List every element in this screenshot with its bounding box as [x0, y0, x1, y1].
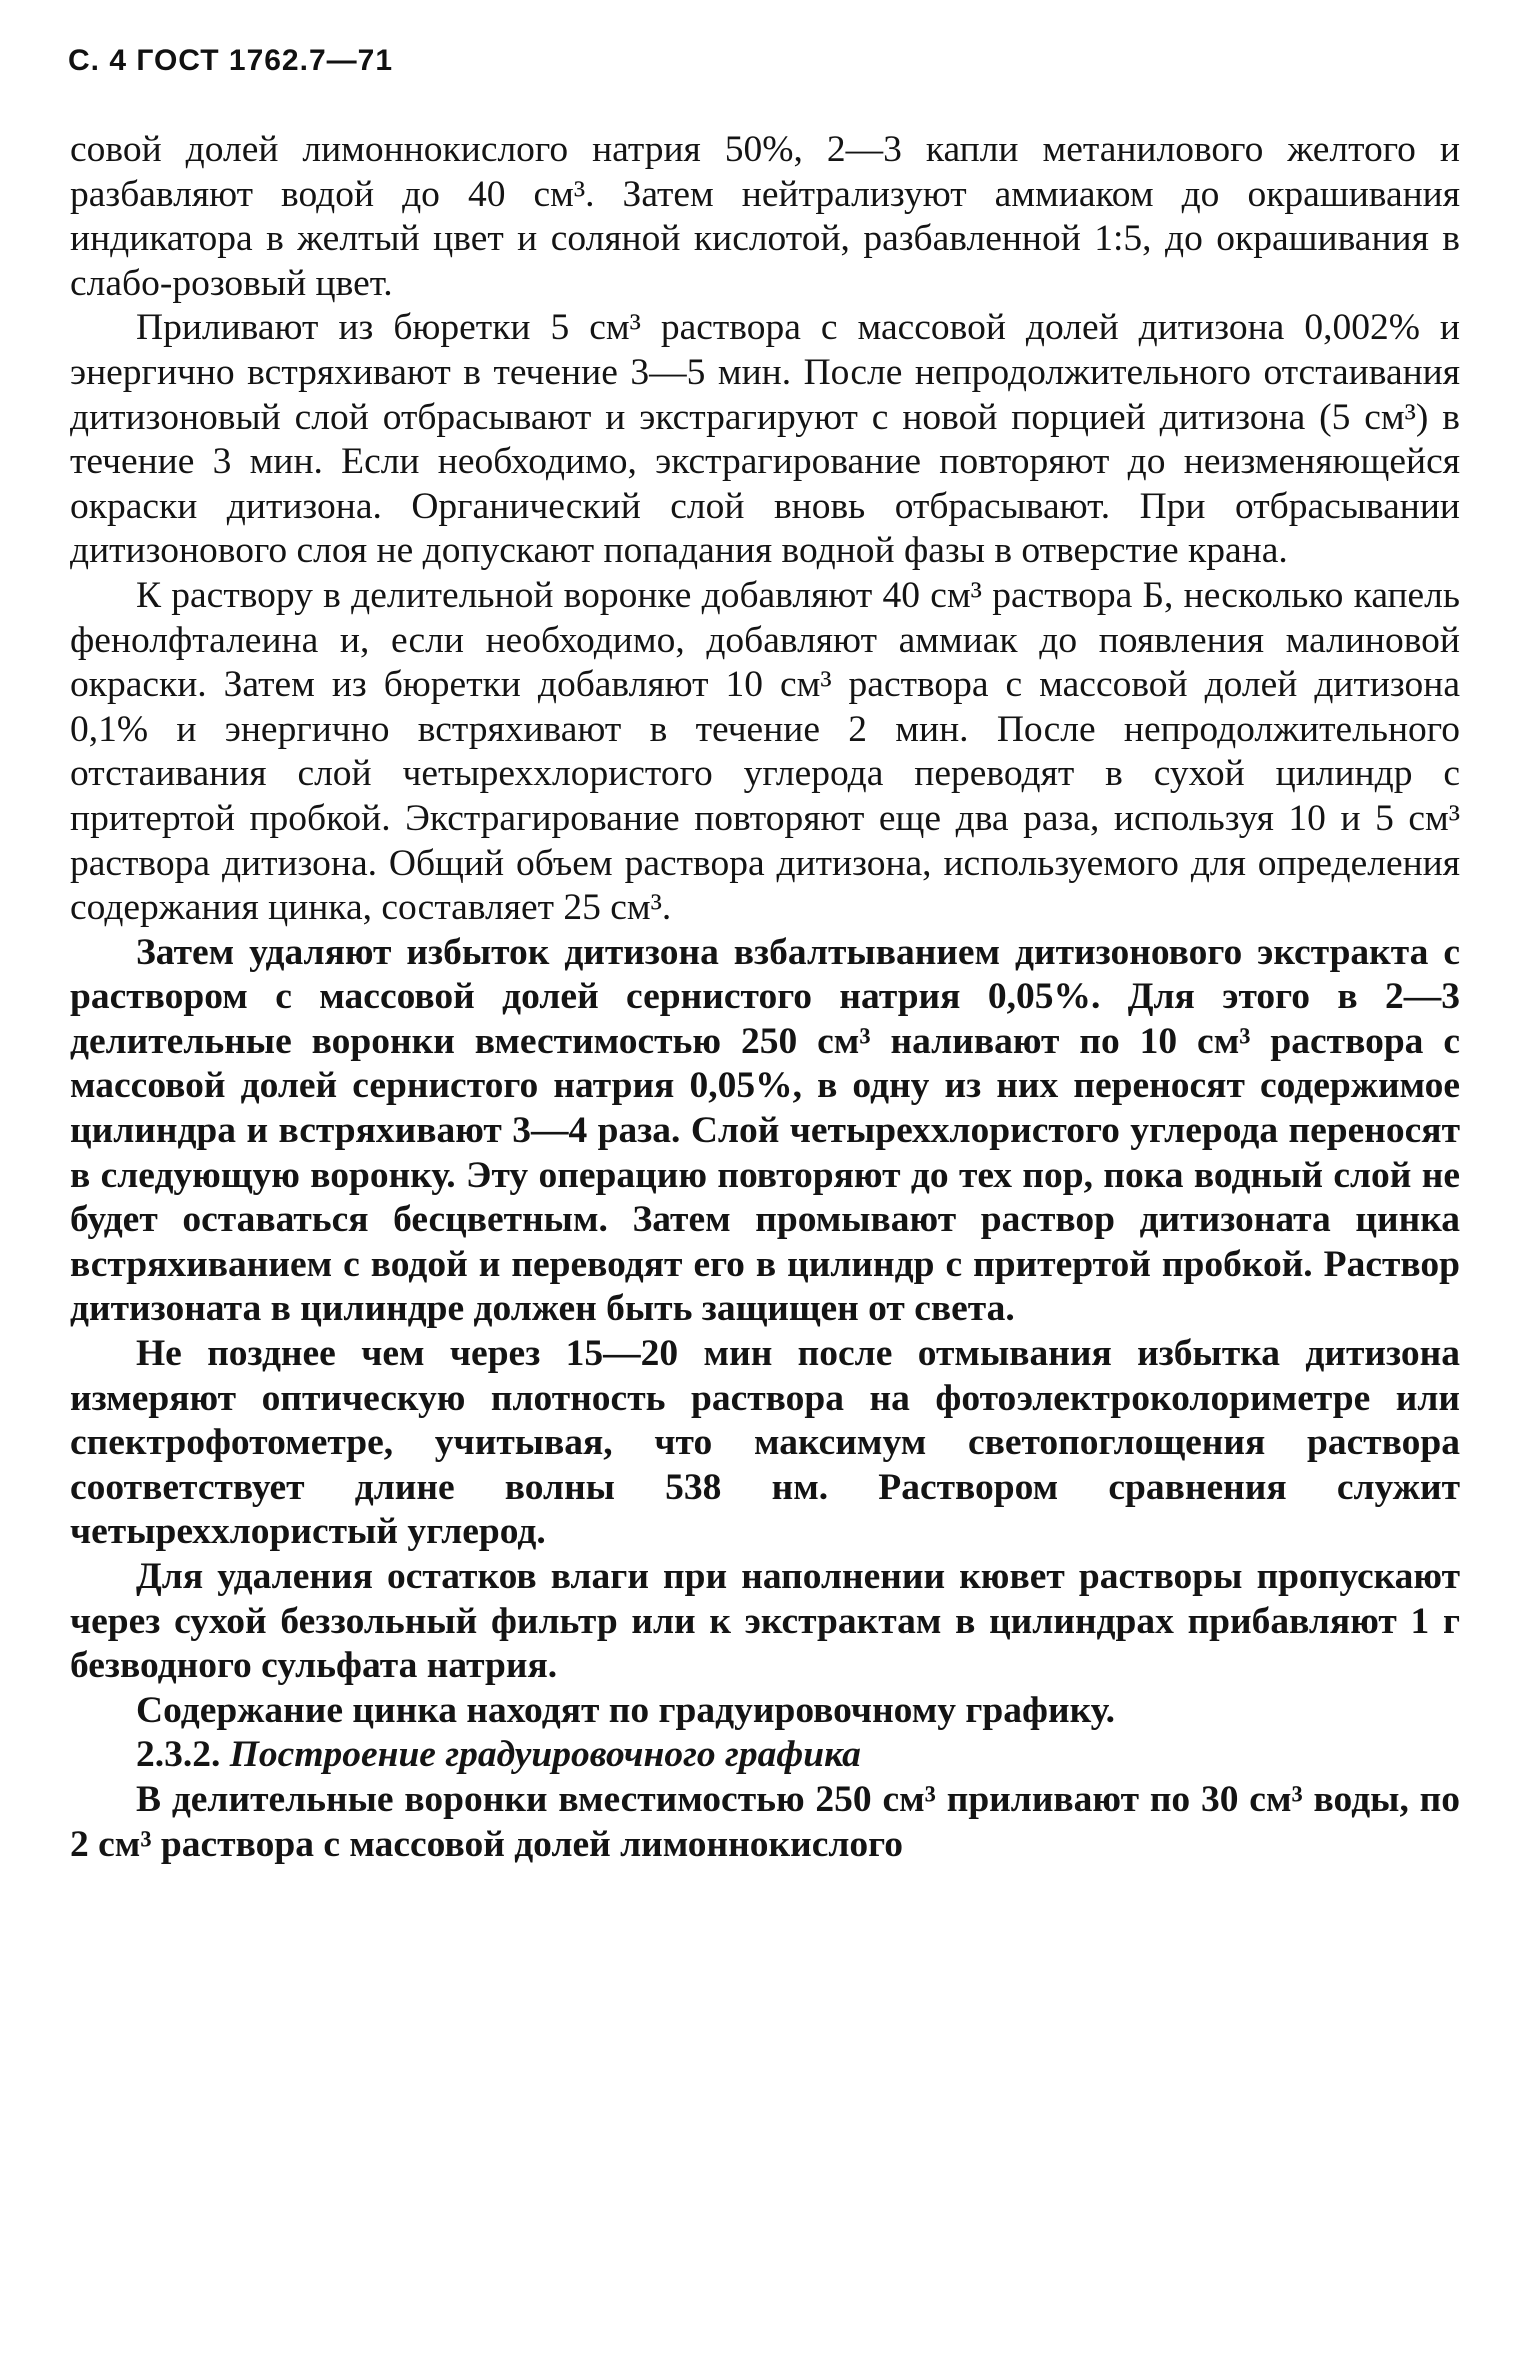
- running-header: С. 4 ГОСТ 1762.7—71: [68, 44, 394, 77]
- paragraph-optical-density: Не позднее чем через 15—20 мин после отмывания избытка дитизона измеряют оптическую плотность раствора на фотоэлектроколориметре или спектрофотометре, учитывая, что максимум светопоглощения раствора соответствует длине волны 538 нм. Раствором сравнения служит четыреххлористый углерод.: [70, 1333, 1460, 1553]
- paragraph-excess-removal: Затем удаляют избыток дитизона взбалтыванием дитизонового экстракта с раствором с массовой долей сернистого натрия 0,05%. Для этого в 2—3 делительные воронки вместимостью 250 см³ наливают по 10 см³ раствора с массовой долей сернистого натрия 0,05%, в одну из них переносят содержимое цилиндра и встряхивают 3—4 раза. Слой четыреххлористого углерода переносят в следующую воронку. Эту операцию повторяют до тех пор, пока водный слой не будет оставаться бесцветным. Затем промывают раствор дитизоната цинка встряхиванием с водой и переводят его в цилиндр с притертой пробкой. Раствор дитизоната в цилиндре должен быть защищен от света.: [70, 931, 1460, 1330]
- paragraph-moisture-removal: Для удаления остатков влаги при наполнении кювет растворы пропускают через сухой беззольный фильтр или к экстрактам в цилиндрах прибавляют 1 г безводного сульфата натрия.: [70, 1556, 1460, 1687]
- body-text: [70, 128, 1460, 1867]
- paragraph-calibration-start: В делительные воронки вместимостью 250 см³ приливают по 30 см³ воды, по 2 см³ раствора с массовой долей лимоннокислого: [70, 1778, 1460, 1865]
- section-title: Построение градуировочного графика: [229, 1734, 861, 1776]
- paragraph-extraction: К раствору в делительной воронке добавляют 40 см³ раствора Б, несколько капель фенолфталеина и, если необходимо, добавляют аммиак до появления малиновой окраски. Затем из бюретки добавляют 10 см³ раствора с массовой долей дитизона 0,1% и энергично встряхивают в течение 2 мин. После непродолжительного отстаивания слой четыреххлористого углерода переводят в сухой цилиндр с притертой пробкой. Экстрагирование повторяют еще два раза, используя 10 и 5 см³ раствора дитизона. Общий объем раствора дитизона, используемого для определения содержания цинка, составляет 25 см³.: [70, 574, 1460, 929]
- section-number: 2.3.2.: [136, 1734, 221, 1776]
- paragraph-continued: совой долей лимоннокислого натрия 50%, 2—3 капли метанилового желтого и разбавляют водой до 40 см³. Затем нейтрализуют аммиаком до окрашивания индикатора в желтый цвет и соляной кислотой, разбавленной 1:5, до окрашивания в слабо-розовый цвет.: [70, 129, 1460, 304]
- section-heading: [70, 1733, 1460, 1778]
- paragraph-dithizone-purification: Приливают из бюретки 5 см³ раствора с массовой долей дитизона 0,002% и энергично встряхивают в течение 3—5 мин. После непродолжительного отстаивания дитизоновый слой отбрасывают и экстрагируют с новой порцией дитизона (5 см³) в течение 3 мин. Если необходимо, экстрагирование повторяют до неизменяющейся окраски дитизона. Органический слой вновь отбрасывают. При отбрасывании дитизонового слоя не допускают попадания водной фазы в отверстие крана.: [70, 307, 1460, 572]
- paragraph-zinc-content: Содержание цинка находят по градуировочному графику.: [136, 1689, 1116, 1731]
